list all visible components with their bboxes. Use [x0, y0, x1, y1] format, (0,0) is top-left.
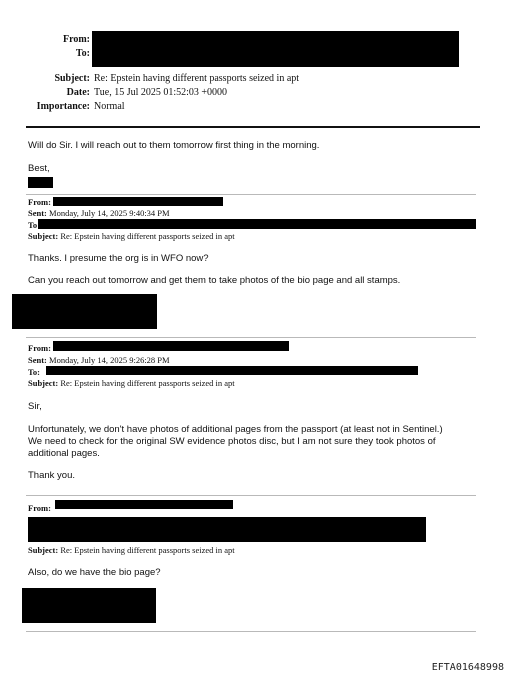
redaction-block: [28, 177, 53, 188]
subject-label: Subject:: [28, 378, 59, 388]
message-text: Will do Sir. I will reach out to them tomorrow first thing in the morning.: [28, 140, 320, 151]
from-label: From:: [28, 343, 51, 353]
message-text: Can you reach out tomorrow and get them to take photos of the bio page and all stamps.: [28, 275, 401, 286]
to-label: To:: [28, 367, 40, 377]
message-divider: [26, 194, 476, 195]
importance-value: Normal: [94, 101, 125, 112]
sent-label: Sent:: [28, 208, 47, 218]
message-text: We need to check for the original SW evidence photos disc, but I am not sure they took photos of: [28, 436, 436, 447]
redaction-block: [46, 366, 418, 375]
message-closing: Best,: [28, 163, 50, 174]
redaction-block: [53, 341, 289, 351]
date-value: Tue, 15 Jul 2025 01:52:03 +0000: [94, 87, 228, 98]
redaction-block: [22, 588, 156, 623]
subject-line: [28, 378, 235, 388]
importance-label: Importance:: [36, 101, 90, 112]
message-text: Thanks. I presume the org is in WFO now?: [28, 253, 209, 264]
message-closing: Thank you.: [28, 470, 75, 481]
message-text: additional pages.: [28, 448, 100, 459]
to-label: To: [28, 220, 38, 230]
document-id: EFTA01648998: [431, 662, 504, 673]
from-label: From:: [62, 34, 90, 45]
subject-value: Re: Epstein having different passports seized in apt: [94, 73, 300, 84]
subject-value: Re: Epstein having different passports seized in apt: [60, 378, 235, 388]
redaction-block: [53, 197, 223, 206]
redaction-block: [92, 31, 459, 67]
redaction-block: [28, 517, 426, 542]
redaction-block: [38, 219, 476, 229]
sent-label: Sent:: [28, 355, 47, 365]
subject-line: [28, 231, 235, 241]
redaction-block: [55, 500, 233, 509]
from-label: From:: [28, 503, 51, 513]
message-divider: [26, 337, 476, 338]
sent-value: Monday, July 14, 2025 9:40:34 PM: [49, 208, 170, 218]
to-label: To:: [75, 48, 90, 59]
from-label: From:: [28, 197, 51, 207]
subject-line: [28, 545, 235, 555]
message-greeting: Sir,: [28, 401, 42, 412]
subject-label: Subject:: [54, 73, 90, 84]
message-text: Unfortunately, we don't have photos of additional pages from the passport (at least not in Sentinel.): [28, 424, 443, 435]
subject-label: Subject:: [28, 545, 59, 555]
sent-line: [28, 355, 170, 365]
header-divider: [26, 126, 480, 128]
date-label: Date:: [66, 87, 90, 98]
subject-value: Re: Epstein having different passports seized in apt: [60, 545, 235, 555]
message-divider: [26, 631, 476, 632]
message-divider: [26, 495, 476, 496]
message-text: Also, do we have the bio page?: [28, 567, 161, 578]
subject-value: Re: Epstein having different passports seized in apt: [60, 231, 235, 241]
redaction-block: [12, 294, 157, 329]
subject-label: Subject:: [28, 231, 59, 241]
sent-line: [28, 208, 170, 218]
sent-value: Monday, July 14, 2025 9:26:28 PM: [49, 355, 170, 365]
